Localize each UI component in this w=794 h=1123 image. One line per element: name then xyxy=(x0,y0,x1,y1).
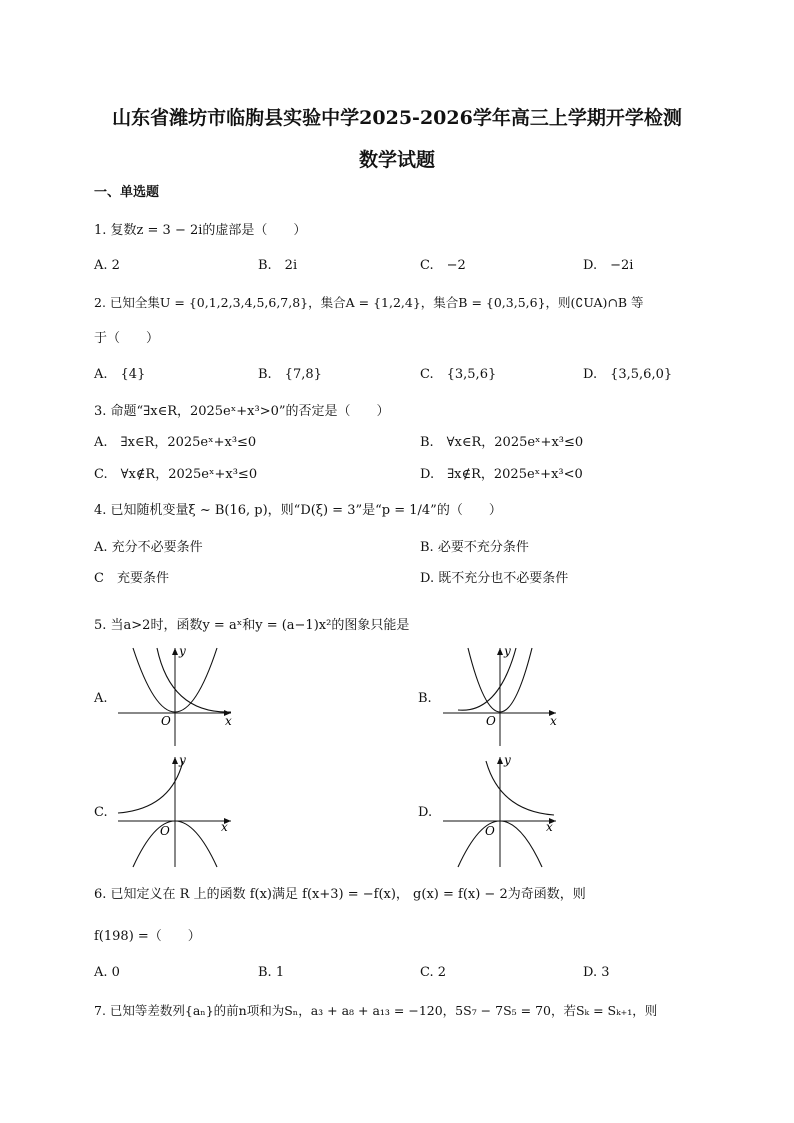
q3-option-d: D. ∃x∉R，2025eˣ+x³<0 xyxy=(420,467,583,482)
q5-option-d-label: D. xyxy=(418,805,433,820)
origin-label: O xyxy=(161,714,171,728)
q1-option-d: D. −2i xyxy=(583,258,634,273)
q7-stem: 7. 已知等差数列{aₙ}的前n项和为Sₙ，a₃ + a₈ + a₁₃ = −120，5S₇ − 7S₅ = 70，若Sₖ = Sₖ₊₁，则 xyxy=(94,1003,658,1018)
q1-stem: 1. 复数z = 3 − 2i的虚部是（ ） xyxy=(94,223,307,238)
q6-option-b: B. 1 xyxy=(258,965,285,980)
q3-option-c: C. ∀x∉R，2025eˣ+x³≤0 xyxy=(94,467,258,482)
q5-option-a-label: A. xyxy=(94,691,108,706)
q2-option-b: B. {7,8} xyxy=(258,367,322,382)
q2-option-c: C. {3,5,6} xyxy=(420,367,497,382)
axis-y-label: y xyxy=(504,644,511,658)
q5-graph-d xyxy=(438,753,563,869)
q3-option-b: B. ∀x∈R，2025eˣ+x³≤0 xyxy=(420,435,584,450)
q5-option-b-label: B. xyxy=(418,691,432,706)
axis-x-label: x xyxy=(546,820,553,834)
q5-graph-a xyxy=(113,644,238,748)
q1-option-b: B. 2i xyxy=(258,258,298,273)
q4-stem: 4. 已知随机变量ξ ~ B(16, p)，则“D(ξ) = 3”是“p = 1/4”的（ ） xyxy=(94,503,502,518)
q2-option-a: A. {4} xyxy=(94,367,146,382)
q3-stem: 3. 命题“∃x∈R，2025eˣ+x³>0”的否定是（ ） xyxy=(94,404,390,419)
q6-stem-line1: 6. 已知定义在 R 上的函数 f(x)满足 f(x+3) = −f(x)， g(x) = f(x) − 2为奇函数，则 xyxy=(94,887,586,902)
q5-stem: 5. 当a>2时，函数y = aˣ和y = (a−1)x²的图象只能是 xyxy=(94,618,410,633)
q4-option-a: A. 充分不必要条件 xyxy=(94,540,203,555)
q5-graph-b xyxy=(438,644,563,748)
paper-subtitle: 数学试题 xyxy=(358,149,435,171)
q4-option-c: C 充要条件 xyxy=(94,571,169,586)
axis-y-label: y xyxy=(179,644,186,658)
axis-y-label: y xyxy=(179,753,186,767)
origin-label: O xyxy=(486,714,496,728)
q6-option-d: D. 3 xyxy=(583,965,610,980)
q5-graph-c xyxy=(113,753,238,869)
q4-option-b: B. 必要不充分条件 xyxy=(420,540,529,555)
q2-stem-line1: 2. 已知全集U = {0,1,2,3,4,5,6,7,8}，集合A = {1,2,4}，集合B = {0,3,5,6}，则(∁UA)∩B 等 xyxy=(94,295,644,310)
paper-title: 山东省潍坊市临朐县实验中学2025-2026学年高三上学期开学检测 xyxy=(112,107,682,129)
q6-option-c: C. 2 xyxy=(420,965,447,980)
axis-x-label: x xyxy=(225,714,232,728)
q2-option-d: D. {3,5,6,0} xyxy=(583,367,673,382)
q4-option-d: D. 既不充分也不必要条件 xyxy=(420,571,569,586)
q3-option-a: A. ∃x∈R，2025eˣ+x³≤0 xyxy=(94,435,257,450)
q6-stem-line2: f(198) =（ ） xyxy=(94,929,201,944)
q6-option-a: A. 0 xyxy=(94,965,120,980)
q5-option-c-label: C. xyxy=(94,805,108,820)
axis-x-label: x xyxy=(550,714,557,728)
q1-option-c: C. −2 xyxy=(420,258,466,273)
q1-option-a: A. 2 xyxy=(94,258,120,273)
origin-label: O xyxy=(160,824,170,838)
axis-y-label: y xyxy=(504,753,511,767)
origin-label: O xyxy=(485,824,495,838)
axis-x-label: x xyxy=(221,820,228,834)
section-heading: 一、单选题 xyxy=(94,185,160,200)
q2-stem-line2: 于（ ） xyxy=(94,331,160,346)
